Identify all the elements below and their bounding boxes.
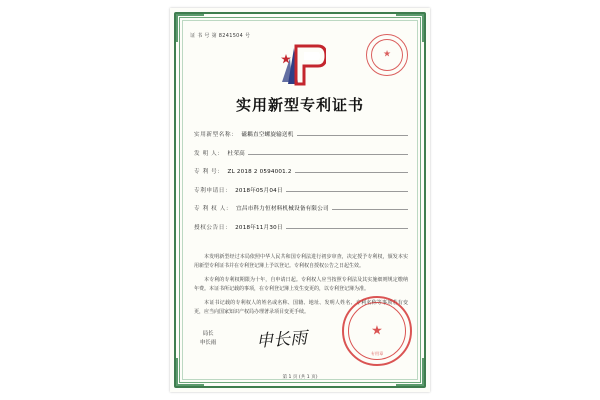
serial-suffix: 号 [245,33,251,39]
field-label: 专 利 权 人： [194,206,233,212]
field-row [194,147,408,157]
field-value: 杜荣高 [227,150,245,157]
field-rule [286,221,408,229]
field-label: 发 明 人： [194,150,224,157]
corner-ornament-bottom-left [176,358,204,386]
field-value: 磁耦直空螺旋输送机 [241,132,294,138]
field-label: 授权公告日： [194,224,232,231]
official-red-seal-icon: ★ 专用章 [342,296,412,366]
field-value: 2018年11月30日 [235,224,283,231]
field-row [194,165,408,175]
field-label: 实用新型名称： [194,132,238,138]
signature-label [200,330,216,348]
seal-date: 专用章 [370,351,384,356]
field-rule [332,202,408,210]
field-list [194,128,408,239]
serial-label: 证 书 号 第 [190,33,217,39]
field-rule [297,128,408,136]
field-row [194,184,408,194]
field-value: 2018年05月04日 [235,187,283,194]
field-rule [248,147,408,155]
field-value: 宜昌市科力恒材料机械设备有限公司 [236,206,329,212]
page-title: 实用新型专利证书 [235,96,364,114]
signature-label-line1: 局长 [202,331,214,337]
certificate-sheet [170,8,430,392]
field-row [194,128,408,138]
field-value: ZL 2018 2 0594001.2 [227,169,292,175]
field-label: 专利申请日： [194,187,232,194]
body-paragraph: 本证书记载的专利权人的姓名或名称、国籍、地址、发明人姓名、专利名称等事项若有变更，应当向国家知识产权局办理著录项目变更手续。 [194,300,408,315]
handwritten-signature: 申长雨 [255,328,308,352]
field-row [194,202,408,212]
field-rule [286,184,408,192]
field-rule [295,165,408,173]
page-footer: 第 1 页 (共 1 页) [282,375,318,380]
field-label: 专 利 号： [194,169,224,175]
corner-ornament-bottom-right [396,358,424,386]
red-round-seal-top-icon: ★ [366,34,408,76]
body-paragraph: 本专利的专利权期限为十年，自申请日起。专利权人应当按照专利法及其实施细则规定缴纳年费。本证书所记载的事项，在专利登记簿上发生变更的，以专利登记簿为准。 [194,277,408,292]
signature-label-line2: 申长雨 [200,340,217,346]
body-paragraph: 本发明新型经过本局依照中华人民共和国专利法进行初步审查，决定授予专利权，颁发本实用新型专利证书并在专利登记簿上予以登记。专利权自授权公告之日起生效。 [194,254,408,269]
field-row [194,221,408,231]
certificate-serial [190,32,250,39]
patent-office-emblem-icon [274,42,326,88]
serial-number: 8241504 [218,33,244,39]
